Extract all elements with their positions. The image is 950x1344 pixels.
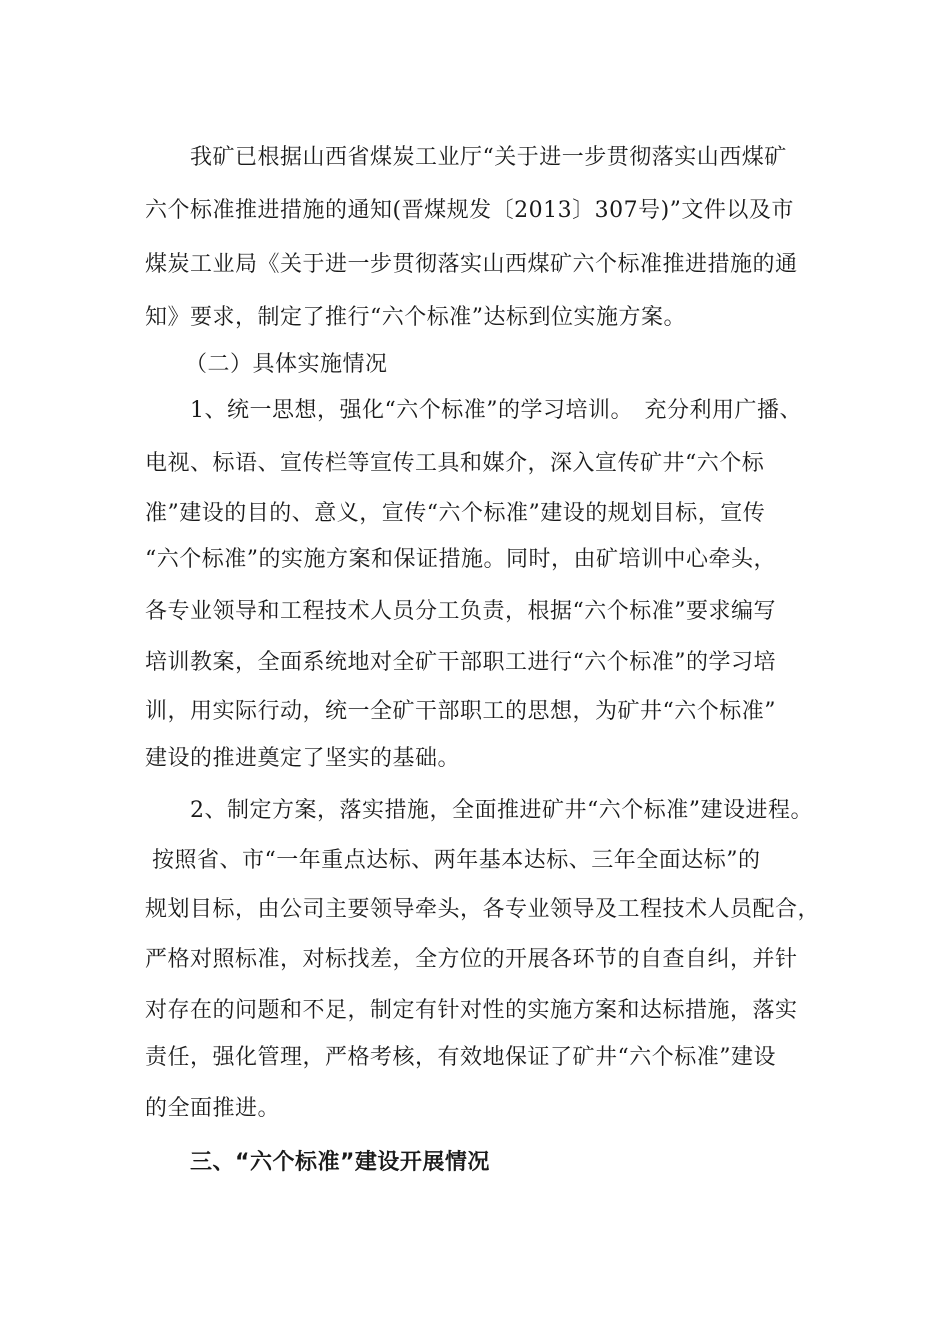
paragraph-3-line-6: 责任，强化管理，严格考核，有效地保证了矿井“六个标准”建设: [145, 1045, 776, 1070]
paragraph-2-line-8: 建设的推进奠定了坚实的基础。: [145, 746, 461, 771]
paragraph-1-line-4: 知》要求，制定了推行“六个标准”达标到位实施方案。: [145, 305, 686, 330]
paragraph-3-line-4: 严格对照标准，对标找差，全方位的开展各环节的自查自纠，并针: [145, 947, 798, 972]
section-heading-3: 三、“六个标准”建设开展情况: [190, 1150, 490, 1175]
paragraph-1-line-3: 煤炭工业局《关于进一步贯彻落实山西煤矿六个标准推进措施的通: [145, 252, 798, 277]
paragraph-3-line-7: 的全面推进。: [145, 1096, 281, 1121]
paragraph-2-line-5: 各专业领导和工程技术人员分工负责，根据“六个标准”要求编写: [145, 599, 776, 624]
paragraph-1-line-2: 六个标准推进措施的通知(晋煤规发〔2013〕307号)”文件以及市: [145, 198, 794, 223]
paragraph-2-line-4: “六个标准”的实施方案和保证措施。同时，由矿培训中心牵头，: [145, 547, 776, 572]
paragraph-1-line-1: 我矿已根据山西省煤炭工业厅“关于进一步贯彻落实山西煤矿: [190, 145, 787, 170]
paragraph-2-line-2: 电视、标语、宣传栏等宣传工具和媒介，深入宣传矿井“六个标: [145, 451, 765, 476]
paragraph-3-line-3: 规划目标，由公司主要领导牵头，各专业领导及工程技术人员配合，: [145, 897, 821, 922]
paragraph-2-line-1: 1、统一思想，强化“六个标准”的学习培训。 充分利用广播、: [190, 398, 802, 423]
paragraph-3-line-2: 按照省、市“一年重点达标、两年基本达标、三年全面达标”的: [152, 848, 761, 873]
paragraph-3-line-1: 2、制定方案，落实措施，全面推进矿井“六个标准”建设进程。: [190, 798, 813, 823]
paragraph-3-line-5: 对存在的问题和不足，制定有针对性的实施方案和达标措施，落实: [145, 998, 798, 1023]
paragraph-2-line-7: 训，用实际行动，统一全矿干部职工的思想，为矿井“六个标准”: [145, 699, 776, 724]
paragraph-2-line-6: 培训教案，全面系统地对全矿干部职工进行“六个标准”的学习培: [145, 650, 776, 675]
section-heading-2: （二）具体实施情况: [185, 352, 388, 377]
paragraph-2-line-3: 准”建设的目的、意义，宣传“六个标准”建设的规划目标，宣传: [145, 501, 766, 526]
